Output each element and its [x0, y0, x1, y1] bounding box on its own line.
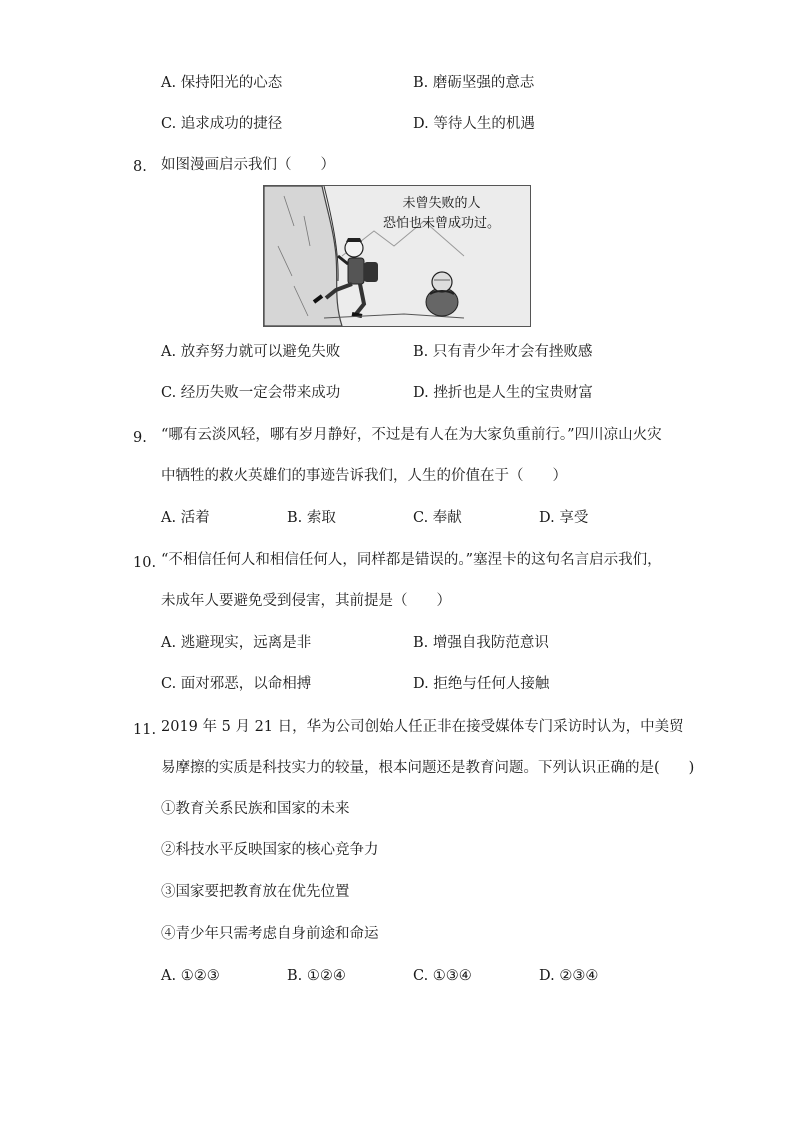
q10-stem-line1: “不相信任何人和相信任何人，同样都是错误的。”塞涅卡的这句名言启示我们， — [161, 552, 662, 568]
q11-number: 11. — [133, 722, 157, 738]
q11-stem-line2: 易摩擦的实质是科技实力的较量，根本问题还是教育问题。下列认识正确的是( ) — [161, 760, 695, 776]
q10-option-b: B. 增强自我防范意识 — [413, 635, 549, 651]
q9-option-b: B. 索取 — [287, 510, 336, 526]
q11-option-c: C. ①③④ — [413, 968, 472, 984]
q11-statement-4: ④青少年只需考虑自身前途和命运 — [161, 926, 379, 942]
q8-stem: 如图漫画启示我们（ ） — [161, 157, 335, 173]
q8-number: 8. — [133, 159, 147, 175]
q8-option-c: C. 经历失败一定会带来成功 — [161, 385, 341, 401]
q11-statement-1: ①教育关系民族和国家的未来 — [161, 801, 350, 817]
cartoon-caption — [359, 194, 524, 234]
q10-option-c: C. 面对邪恶，以命相搏 — [161, 676, 312, 692]
q7-option-d: D. 等待人生的机遇 — [413, 116, 535, 132]
q8-cartoon — [263, 185, 531, 327]
q8-option-b: B. 只有青少年才会有挫败感 — [413, 344, 593, 360]
q7-option-b: B. 磨砺坚强的意志 — [413, 75, 535, 91]
q9-option-c: C. 奉献 — [413, 510, 462, 526]
q11-option-a: A. ①②③ — [161, 968, 220, 984]
cartoon-caption-line2: 恐怕也未曾成功过。 — [382, 216, 500, 231]
q7-option-c: C. 追求成功的捷径 — [161, 116, 283, 132]
q9-stem-line2: 中牺牲的救火英雄们的事迹告诉我们，人生的价值在于（ ） — [161, 468, 567, 484]
q11-option-d: D. ②③④ — [539, 968, 599, 984]
q10-option-a: A. 逃避现实，远离是非 — [161, 635, 312, 651]
q10-option-d: D. 拒绝与任何人接触 — [413, 676, 550, 692]
q8-option-a: A. 放弃努力就可以避免失败 — [161, 344, 341, 360]
q10-number: 10. — [133, 555, 157, 571]
q9-option-a: A. 活着 — [161, 510, 210, 526]
q7-option-a: A. 保持阳光的心态 — [161, 75, 283, 91]
q10-stem-line2: 未成年人要避免受到侵害，其前提是（ ） — [161, 593, 451, 609]
q11-statement-3: ③国家要把教育放在优先位置 — [161, 884, 350, 900]
q9-number: 9. — [133, 430, 147, 446]
q9-stem-line1: “哪有云淡风轻，哪有岁月静好，不过是有人在为大家负重前行。”四川凉山火灾 — [161, 427, 662, 443]
q9-option-d: D. 享受 — [539, 510, 589, 526]
q8-option-d: D. 挫折也是人生的宝贵财富 — [413, 385, 593, 401]
q11-stem-line1: 2019 年 5 月 21 日，华为公司创始人任正非在接受媒体专门采访时认为，中美贸 — [161, 719, 684, 735]
q11-statement-2: ②科技水平反映国家的核心竞争力 — [161, 842, 379, 858]
cartoon-caption-line1: 未曾失败的人 — [402, 196, 481, 211]
q11-option-b: B. ①②④ — [287, 968, 346, 984]
